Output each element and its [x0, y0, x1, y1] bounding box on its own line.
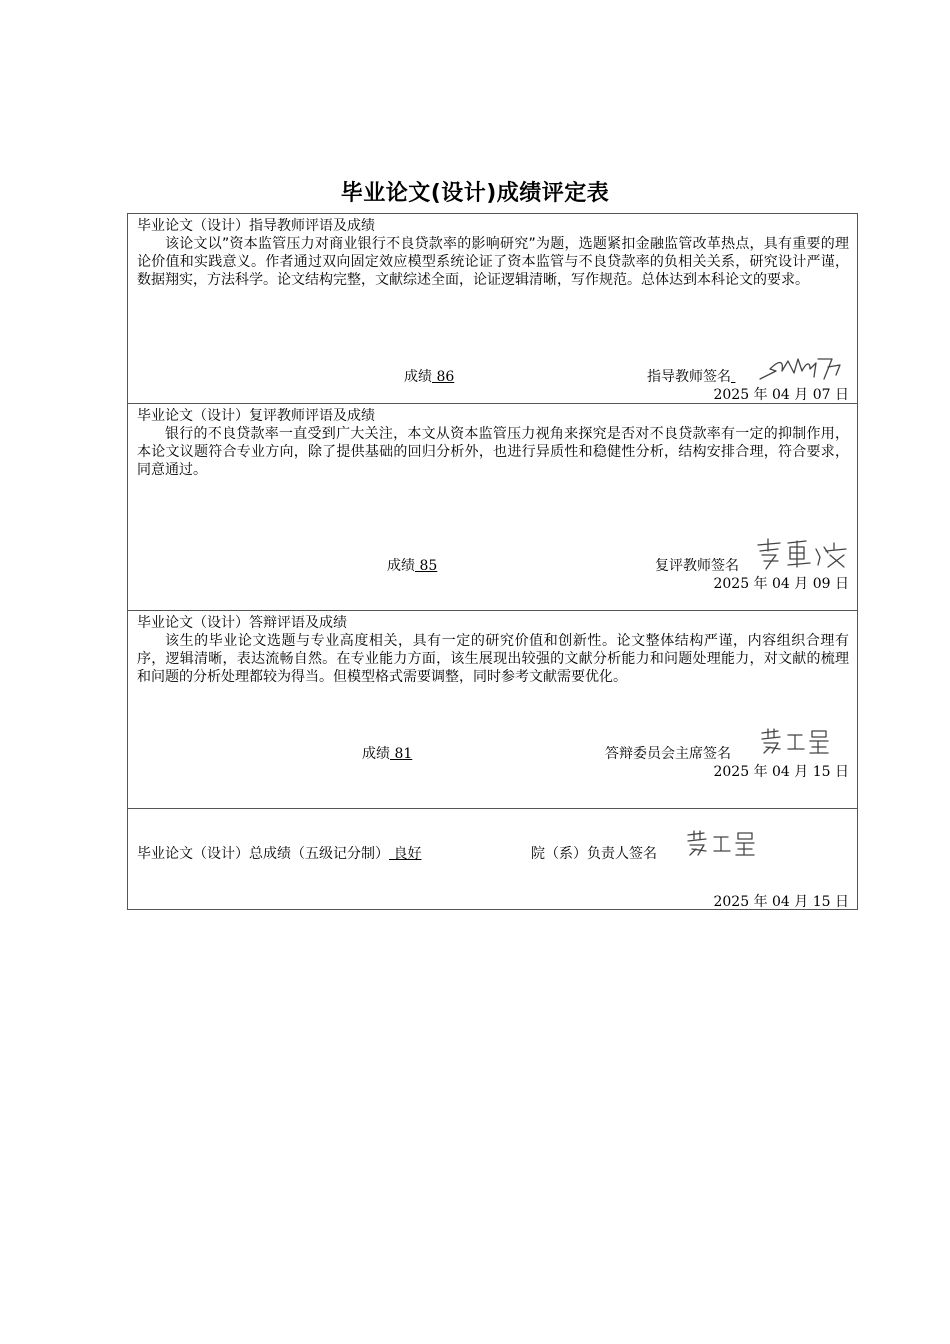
defense-section: [128, 610, 857, 808]
reviewer-signature: [754, 537, 854, 573]
signer-label: 复评教师签名: [655, 558, 739, 574]
final-grade-line: [137, 845, 421, 863]
score-line: [387, 557, 437, 575]
form-title: 毕业论文(设计)成绩评定表: [340, 181, 610, 206]
score-value: 81: [390, 746, 413, 762]
section-heading: 毕业论文（设计）指导教师评语及成绩: [137, 218, 375, 234]
signer-line: [655, 557, 739, 575]
section-heading: 毕业论文（设计）复评教师评语及成绩: [137, 408, 375, 424]
chair-signature: [758, 727, 832, 755]
signer-line: [647, 368, 735, 386]
score-line: [362, 745, 412, 763]
section-comment: 该生的毕业论文选题与专业高度相关，具有一定的研究价值和创新性。论文整体结构严谨，内容组织合理有序，逻辑清晰，表达流畅自然。在专业能力方面，该生展现出较强的文献分析能力和问题处理能力，对文献的梳理和问题的分析处理都较为得当。但模型格式需要调整，同时参考文献需要优化。: [137, 633, 849, 685]
dean-signer-line: [531, 845, 657, 863]
section-heading: 毕业论文（设计）答辩评语及成绩: [137, 615, 347, 631]
section-comment: 该论文以”资本监管压力对商业银行不良贷款率的影响研究”为题，选题紧扣金融监管改革热点，具有重要的理论价值和实践意义。作者通过双向固定效应模型系统论证了资本监管与不良贷款率的负相关关系，研究设计严谨，数据翔实，方法科学。论文结构完整，文献综述全面，论证逻辑清晰，写作规范。总体达到本科论文的要求。: [137, 236, 849, 288]
date: 2025 年 04 月 09 日: [713, 576, 849, 592]
score-label: 成绩: [362, 746, 390, 762]
supervisor-section: [128, 214, 857, 403]
section-comment: 银行的不良贷款率一直受到广大关注，本文从资本监管压力视角来探究是否对不良贷款率有一定的抑制作用，本论文议题符合专业方向，除了提供基础的回归分析外，也进行异质性和稳健性分析，结构安排合理，符合要求，同意通过。: [137, 426, 849, 478]
signer-line: [605, 745, 731, 763]
signer-label: 答辩委员会主席签名: [605, 746, 731, 762]
score-line: [404, 368, 454, 386]
date: 2025 年 04 月 15 日: [713, 764, 849, 780]
date: 2025 年 04 月 15 日: [713, 894, 849, 910]
score-value: 86: [432, 369, 455, 385]
evaluation-table: [127, 213, 858, 910]
signer-label: 院（系）负责人签名: [531, 846, 657, 862]
final-grade-label: 毕业论文（设计）总成绩（五级记分制）: [137, 846, 389, 862]
signer-label: 指导教师签名: [647, 369, 731, 385]
reviewer-section: [128, 403, 857, 610]
score-value: 85: [415, 558, 438, 574]
date: 2025 年 04 月 07 日: [713, 387, 849, 403]
final-grade-section: [128, 808, 857, 910]
score-label: 成绩: [404, 369, 432, 385]
dean-signature: [684, 829, 758, 857]
supervisor-signature: [758, 349, 848, 383]
final-grade-value: 良好: [389, 846, 422, 862]
score-label: 成绩: [387, 558, 415, 574]
